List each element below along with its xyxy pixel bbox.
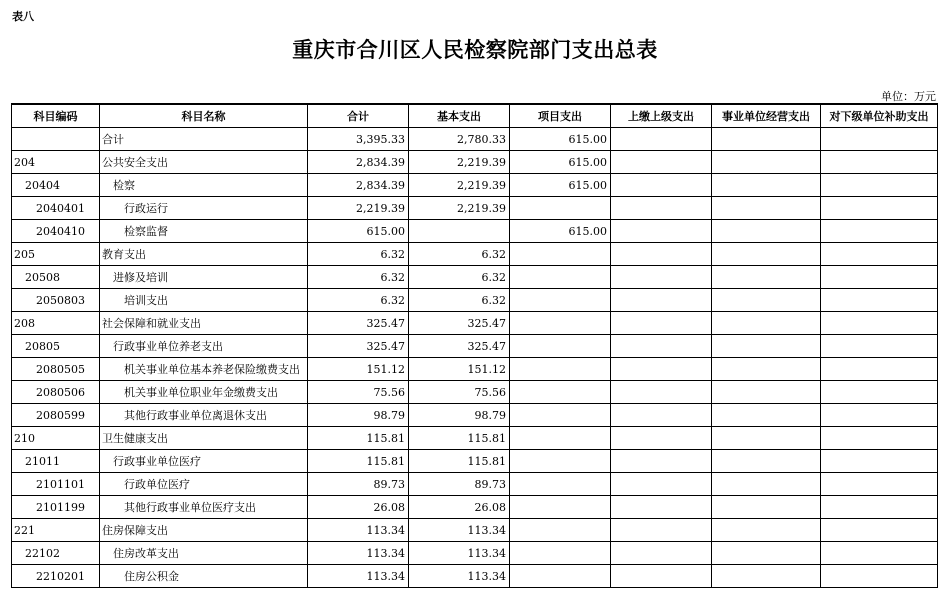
cell-code: 2080505	[12, 358, 100, 381]
cell-code: 2101101	[12, 473, 100, 496]
cell-upper	[611, 358, 712, 381]
cell-basic: 113.34	[409, 565, 510, 588]
cell-basic: 89.73	[409, 473, 510, 496]
cell-code: 221	[12, 519, 100, 542]
cell-basic: 115.81	[409, 450, 510, 473]
cell-business	[712, 174, 821, 197]
table-row	[12, 427, 938, 450]
table-row	[12, 220, 938, 243]
cell-subsidy	[821, 381, 938, 404]
cell-name: 培训支出	[100, 289, 308, 312]
cell-name: 其他行政事业单位离退休支出	[100, 404, 308, 427]
table-row	[12, 266, 938, 289]
cell-basic: 325.47	[409, 312, 510, 335]
cell-basic: 325.47	[409, 335, 510, 358]
cell-total: 115.81	[308, 450, 409, 473]
cell-basic: 2,219.39	[409, 174, 510, 197]
cell-code: 208	[12, 312, 100, 335]
cell-name: 住房保障支出	[100, 519, 308, 542]
cell-upper	[611, 151, 712, 174]
cell-business	[712, 519, 821, 542]
cell-project: 615.00	[510, 128, 611, 151]
cell-basic: 2,780.33	[409, 128, 510, 151]
cell-name: 合计	[100, 128, 308, 151]
cell-subsidy	[821, 404, 938, 427]
cell-subsidy	[821, 128, 938, 151]
table-row	[12, 565, 938, 588]
cell-name: 进修及培训	[100, 266, 308, 289]
cell-project	[510, 335, 611, 358]
table-row	[12, 450, 938, 473]
cell-subsidy	[821, 220, 938, 243]
cell-business	[712, 197, 821, 220]
cell-project	[510, 197, 611, 220]
cell-name: 卫生健康支出	[100, 427, 308, 450]
cell-subsidy	[821, 335, 938, 358]
cell-name: 其他行政事业单位医疗支出	[100, 496, 308, 519]
cell-business	[712, 358, 821, 381]
cell-subsidy	[821, 312, 938, 335]
cell-total: 113.34	[308, 565, 409, 588]
cell-basic: 6.32	[409, 289, 510, 312]
table-row	[12, 197, 938, 220]
cell-basic: 26.08	[409, 496, 510, 519]
cell-code: 22102	[12, 542, 100, 565]
cell-subsidy	[821, 519, 938, 542]
cell-project: 615.00	[510, 220, 611, 243]
unit-label: 单位：万元	[881, 90, 936, 103]
cell-business	[712, 404, 821, 427]
cell-business	[712, 450, 821, 473]
cell-total: 6.32	[308, 243, 409, 266]
cell-basic	[409, 220, 510, 243]
cell-project	[510, 381, 611, 404]
cell-upper	[611, 335, 712, 358]
cell-code: 2101199	[12, 496, 100, 519]
cell-total: 615.00	[308, 220, 409, 243]
cell-basic: 2,219.39	[409, 151, 510, 174]
cell-total: 98.79	[308, 404, 409, 427]
cell-business	[712, 427, 821, 450]
cell-code: 20508	[12, 266, 100, 289]
cell-code: 20404	[12, 174, 100, 197]
cell-total: 115.81	[308, 427, 409, 450]
page-title: 重庆市合川区人民检察院部门支出总表	[292, 38, 658, 62]
cell-upper	[611, 404, 712, 427]
cell-name: 住房改革支出	[100, 542, 308, 565]
cell-name: 检察监督	[100, 220, 308, 243]
cell-total: 2,834.39	[308, 151, 409, 174]
cell-basic: 2,219.39	[409, 197, 510, 220]
cell-total: 325.47	[308, 335, 409, 358]
table-row	[12, 174, 938, 197]
cell-upper	[611, 312, 712, 335]
cell-business	[712, 312, 821, 335]
cell-name: 行政单位医疗	[100, 473, 308, 496]
cell-name: 社会保障和就业支出	[100, 312, 308, 335]
cell-upper	[611, 565, 712, 588]
header-project: 项目支出	[510, 104, 611, 128]
table-row	[12, 496, 938, 519]
cell-basic: 6.32	[409, 243, 510, 266]
table-row	[12, 542, 938, 565]
cell-total: 89.73	[308, 473, 409, 496]
cell-upper	[611, 542, 712, 565]
cell-total: 2,834.39	[308, 174, 409, 197]
cell-total: 3,395.33	[308, 128, 409, 151]
cell-project	[510, 404, 611, 427]
cell-total: 75.56	[308, 381, 409, 404]
cell-subsidy	[821, 496, 938, 519]
cell-name: 机关事业单位基本养老保险缴费支出	[100, 358, 308, 381]
cell-total: 6.32	[308, 266, 409, 289]
cell-name: 检察	[100, 174, 308, 197]
cell-name: 住房公积金	[100, 565, 308, 588]
cell-basic: 75.56	[409, 381, 510, 404]
cell-code: 204	[12, 151, 100, 174]
table-row	[12, 358, 938, 381]
table-row	[12, 335, 938, 358]
cell-subsidy	[821, 174, 938, 197]
cell-upper	[611, 496, 712, 519]
cell-business	[712, 335, 821, 358]
cell-code	[12, 128, 100, 151]
cell-name: 机关事业单位职业年金缴费支出	[100, 381, 308, 404]
cell-basic: 113.34	[409, 542, 510, 565]
cell-upper	[611, 174, 712, 197]
cell-project: 615.00	[510, 151, 611, 174]
cell-project	[510, 243, 611, 266]
cell-project	[510, 565, 611, 588]
cell-basic: 113.34	[409, 519, 510, 542]
header-subsidy: 对下级单位补助支出	[821, 104, 938, 128]
cell-upper	[611, 427, 712, 450]
cell-total: 113.34	[308, 542, 409, 565]
cell-code: 2050803	[12, 289, 100, 312]
table-row	[12, 312, 938, 335]
table-row	[12, 289, 938, 312]
cell-project	[510, 473, 611, 496]
cell-subsidy	[821, 243, 938, 266]
cell-code: 2080599	[12, 404, 100, 427]
cell-project	[510, 496, 611, 519]
table-row	[12, 519, 938, 542]
cell-business	[712, 496, 821, 519]
cell-name: 教育支出	[100, 243, 308, 266]
cell-project	[510, 266, 611, 289]
cell-business	[712, 473, 821, 496]
header-basic: 基本支出	[409, 104, 510, 128]
cell-code: 210	[12, 427, 100, 450]
cell-upper	[611, 266, 712, 289]
table-row	[12, 243, 938, 266]
cell-business	[712, 381, 821, 404]
header-code: 科目编码	[12, 104, 100, 128]
cell-total: 151.12	[308, 358, 409, 381]
cell-code: 2080506	[12, 381, 100, 404]
cell-total: 325.47	[308, 312, 409, 335]
cell-upper	[611, 450, 712, 473]
cell-subsidy	[821, 450, 938, 473]
cell-total: 6.32	[308, 289, 409, 312]
cell-business	[712, 220, 821, 243]
cell-upper	[611, 381, 712, 404]
cell-business	[712, 266, 821, 289]
header-name: 科目名称	[100, 104, 308, 128]
cell-subsidy	[821, 427, 938, 450]
table-row	[12, 473, 938, 496]
table-row	[12, 404, 938, 427]
header-business: 事业单位经营支出	[712, 104, 821, 128]
cell-total: 113.34	[308, 519, 409, 542]
cell-project	[510, 542, 611, 565]
cell-name: 行政事业单位医疗	[100, 450, 308, 473]
table-header-row	[12, 104, 938, 128]
cell-project: 615.00	[510, 174, 611, 197]
cell-project	[510, 358, 611, 381]
cell-name: 公共安全支出	[100, 151, 308, 174]
header-total: 合计	[308, 104, 409, 128]
cell-subsidy	[821, 151, 938, 174]
cell-code: 2040410	[12, 220, 100, 243]
cell-subsidy	[821, 266, 938, 289]
cell-upper	[611, 128, 712, 151]
cell-project	[510, 450, 611, 473]
cell-code: 205	[12, 243, 100, 266]
table-body	[12, 128, 938, 588]
cell-project	[510, 427, 611, 450]
cell-code: 21011	[12, 450, 100, 473]
cell-upper	[611, 220, 712, 243]
cell-business	[712, 565, 821, 588]
cell-project	[510, 289, 611, 312]
cell-subsidy	[821, 565, 938, 588]
cell-project	[510, 519, 611, 542]
cell-name: 行政运行	[100, 197, 308, 220]
table-label: 表八	[12, 10, 34, 23]
cell-business	[712, 542, 821, 565]
table-row	[12, 128, 938, 151]
cell-subsidy	[821, 358, 938, 381]
cell-upper	[611, 243, 712, 266]
table-row	[12, 151, 938, 174]
cell-basic: 6.32	[409, 266, 510, 289]
header-upper: 上缴上级支出	[611, 104, 712, 128]
cell-subsidy	[821, 473, 938, 496]
cell-basic: 115.81	[409, 427, 510, 450]
table-row	[12, 381, 938, 404]
cell-total: 26.08	[308, 496, 409, 519]
cell-business	[712, 289, 821, 312]
cell-name: 行政事业单位养老支出	[100, 335, 308, 358]
cell-business	[712, 128, 821, 151]
cell-project	[510, 312, 611, 335]
cell-upper	[611, 289, 712, 312]
cell-subsidy	[821, 289, 938, 312]
cell-subsidy	[821, 542, 938, 565]
cell-basic: 98.79	[409, 404, 510, 427]
cell-code: 2040401	[12, 197, 100, 220]
cell-code: 2210201	[12, 565, 100, 588]
expenditure-table	[11, 103, 938, 588]
cell-subsidy	[821, 197, 938, 220]
cell-code: 20805	[12, 335, 100, 358]
cell-business	[712, 151, 821, 174]
cell-basic: 151.12	[409, 358, 510, 381]
cell-upper	[611, 473, 712, 496]
cell-business	[712, 243, 821, 266]
cell-upper	[611, 197, 712, 220]
cell-upper	[611, 519, 712, 542]
cell-total: 2,219.39	[308, 197, 409, 220]
